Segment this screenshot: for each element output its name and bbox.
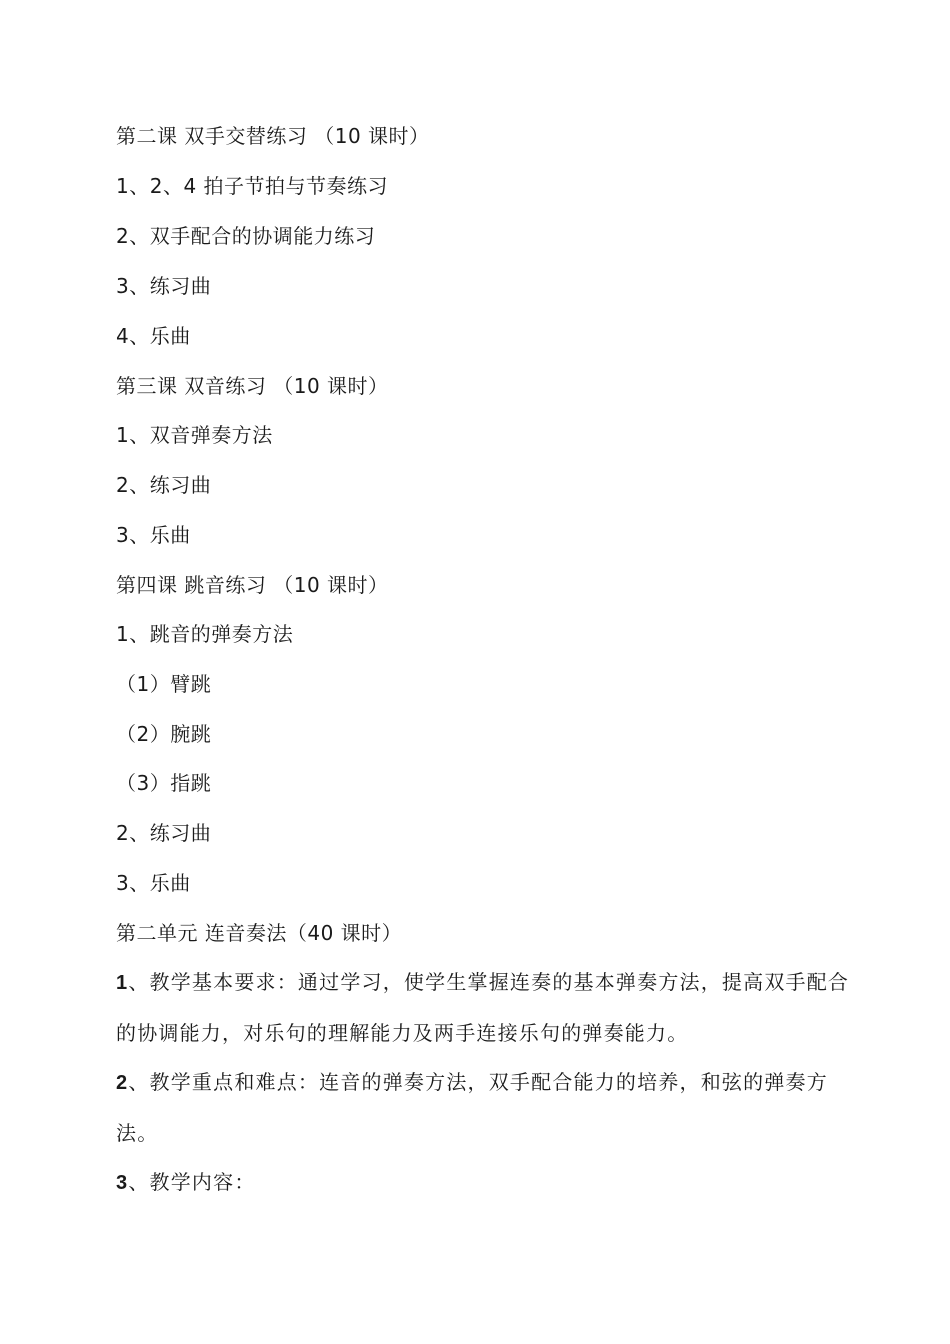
key-points-paragraph [116,1057,856,1158]
list-item: 2、双手配合的协调能力练习 [116,224,376,248]
unit-2-heading: 第二单元 连音奏法（40 课时） [116,921,403,945]
list-item: 2、练习曲 [116,473,212,497]
sub-list-item: （1）臂跳 [116,672,212,696]
list-item: 3、乐曲 [116,523,191,547]
list-item: 1、双音弹奏方法 [116,423,273,447]
list-item: 1、2、4 拍子节拍与节奏练习 [116,174,389,198]
list-item: 4、乐曲 [116,324,191,348]
paragraph-text: 、教学基本要求：通过学习，使学生掌握连奏的基本弹奏方法，提高双手配合的协调能力，对乐句的理解能力及两手连接乐句的弹奏能力。 [116,970,850,1045]
paragraph-number: 2 [116,1072,129,1094]
teaching-requirements-paragraph [116,957,856,1058]
teaching-content-paragraph [116,1157,856,1208]
list-item: 3、乐曲 [116,871,191,895]
list-item: 2、练习曲 [116,821,212,845]
paragraph-text: 、教学重点和难点：连音的弹奏方法，双手配合能力的培养，和弦的弹奏方法。 [116,1070,828,1145]
sub-list-item: （2）腕跳 [116,722,212,746]
lesson-3-heading: 第三课 双音练习 （10 课时） [116,374,389,398]
paragraph-number: 1 [116,972,129,994]
list-item: 3、练习曲 [116,274,212,298]
lesson-2-heading: 第二课 双手交替练习 （10 课时） [116,124,430,148]
paragraph-text: 、教学内容： [128,1170,256,1194]
lesson-4-heading: 第四课 跳音练习 （10 课时） [116,573,389,597]
sub-list-item: （3）指跳 [116,771,212,795]
list-item: 1、跳音的弹奏方法 [116,622,294,646]
paragraph-number: 3 [116,1172,129,1194]
